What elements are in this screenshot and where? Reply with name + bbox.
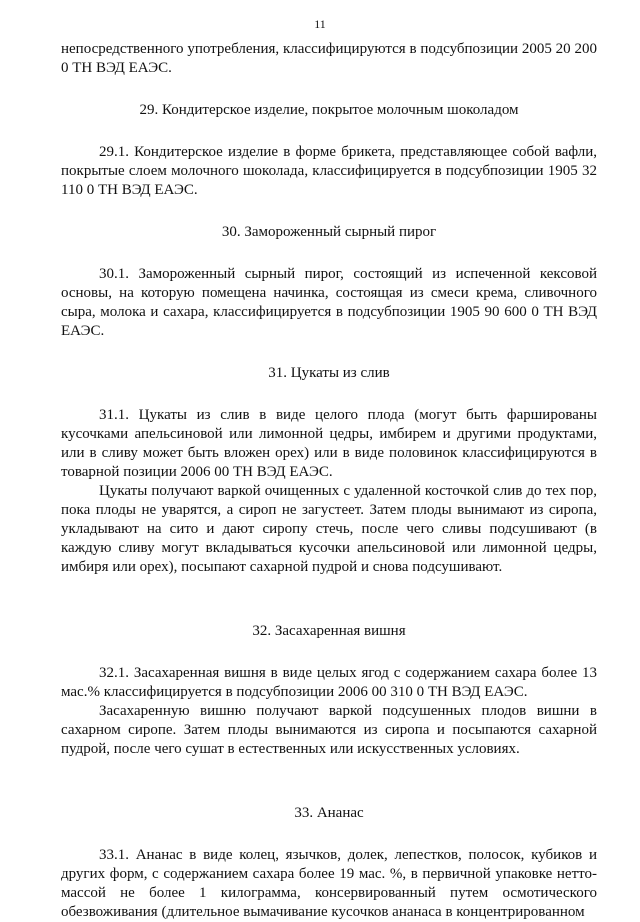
- section-29-heading: 29. Кондитерское изделие, покрытое молочным шоколадом: [139, 102, 519, 118]
- section-32-paragraph-2: Засахаренную вишню получают варкой подсушенных плодов вишни в сахарном сиропе. Затем плоды вынимаются из сиропа и посыпаются сахарной пудрой, после чего сушат в естественных или искусственных условиях.: [61, 703, 597, 757]
- section-30-heading: 30. Замороженный сырный пирог: [221, 224, 437, 240]
- page-number: 11: [314, 17, 326, 31]
- section-31-paragraph-2: Цукаты получают варкой очищенных с удаленной косточкой слив до тех пор, пока плоды не уварятся, а сироп не загустеет. Затем плоды вынимают из сиропа, укладывают на сито и дают сиропу стечь, после чего сливы подсушивают (в каждую сливу могут вкладываться кусочки апельсиновой или лимонной цедры, имбиря или орех), посыпают сахарной пудрой и снова подсушивают.: [61, 483, 597, 575]
- section-33-heading: 33. Ананас: [294, 805, 364, 821]
- section-31-paragraph-1: 31.1. Цукаты из слив в виде целого плода (могут быть фаршированы кусочками апельсиновой или лимонной цедры, имбирем и другими продуктами, или в сливу может быть вложен орех) или в виде половинок классифицируются в товарной позиции 2006 00 ТН ВЭД ЕАЭС.: [61, 407, 597, 480]
- section-30-paragraph-1: 30.1. Замороженный сырный пирог, состоящий из испеченной кексовой основы, на которую помещена начинка, состоящая из смеси крема, сливочного сыра, молока и сахара, классифицируется в подсубпозиции 1905 90 600 0 ТН ВЭД ЕАЭС.: [61, 266, 597, 339]
- section-32-paragraph-1: 32.1. Засахаренная вишня в виде целых ягод с содержанием сахара более 13 мас.% классифицируется в подсубпозиции 2006 00 310 0 ТН ВЭД ЕАЭС.: [61, 665, 597, 700]
- section-32-heading: 32. Засахаренная вишня: [252, 623, 406, 639]
- intro-paragraph: непосредственного употребления, классифицируются в подсубпозиции 2005 20 200 0 ТН ВЭД ЕАЭС.: [61, 41, 597, 76]
- document-body: [61, 40, 597, 922]
- section-31-heading: 31. Цукаты из слив: [268, 365, 390, 381]
- section-33-paragraph-1: 33.1. Ананас в виде колец, язычков, долек, лепестков, полосок, кубиков и других форм, с содержанием сахара более 19 мас. %, в первичной упаковке нетто-массой не более 1 килограмма, консервированный путем осмотического обезвоживания (длительное вымачивание кусочков ананаса в концентрированном: [61, 847, 597, 920]
- section-29-paragraph-1: 29.1. Кондитерское изделие в форме брикета, представляющее собой вафли, покрытые слоем молочного шоколада, классифицируется в подсубпозиции 1905 32 110 0 ТН ВЭД ЕАЭС.: [61, 144, 597, 198]
